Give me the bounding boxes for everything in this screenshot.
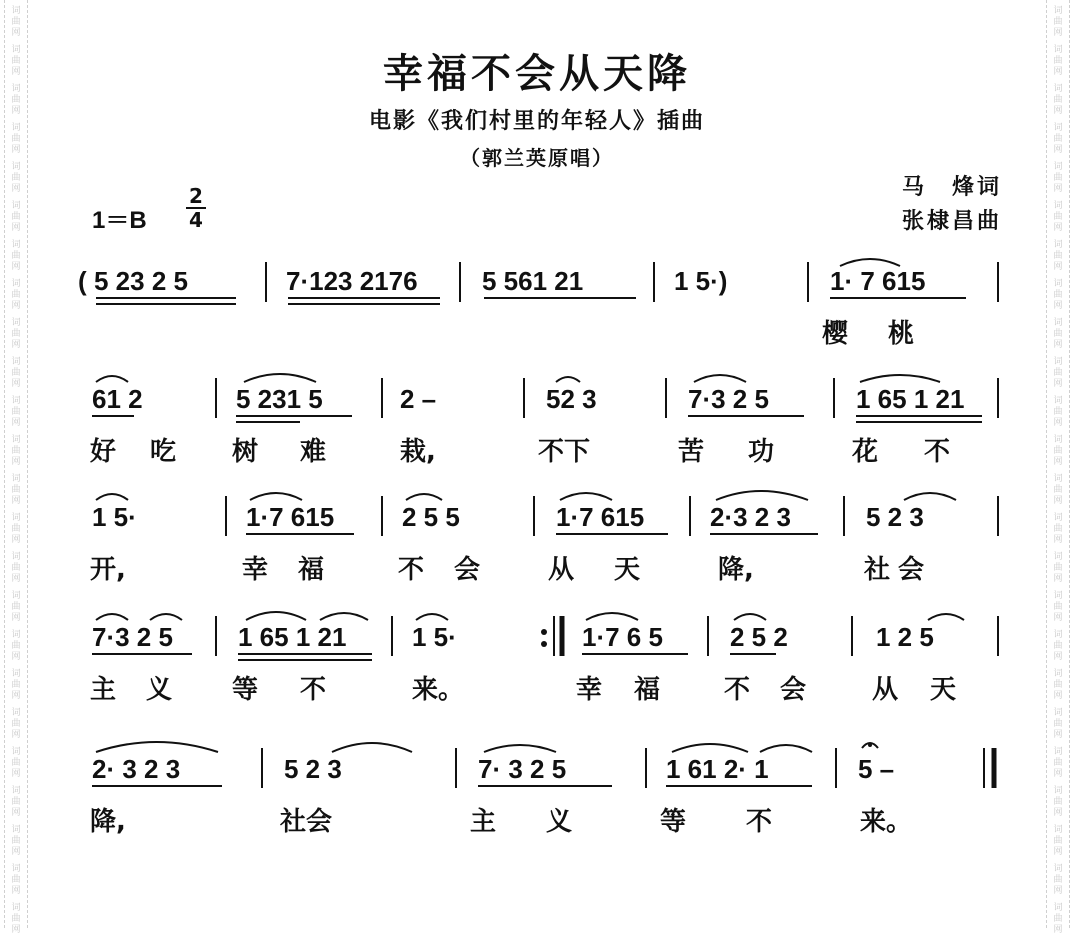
lyric: 社会 xyxy=(280,807,333,837)
watermark-text: 词曲网 xyxy=(11,669,21,701)
note-group: 1 5· xyxy=(92,502,137,532)
lyric: 不 xyxy=(398,555,425,585)
lyric: 樱 xyxy=(822,319,849,349)
note-group: 5 – xyxy=(858,754,895,784)
note-group: 7·3 2 5 xyxy=(688,384,769,414)
lyric: 功 xyxy=(748,437,775,467)
lyric: 不 xyxy=(724,675,751,705)
watermark-text: 词曲网 xyxy=(1053,864,1063,896)
lyric: 幸 xyxy=(576,675,603,705)
note-group: 7· 3 2 5 xyxy=(478,754,567,784)
note-group: 2· 3 2 3 xyxy=(92,754,181,784)
score-row-5 xyxy=(90,742,994,837)
lyric: 桃 xyxy=(888,319,915,349)
original-singer: （郭兰英原唱） xyxy=(460,146,614,170)
lyric: 来。 xyxy=(860,807,913,837)
note-group: 1 5· xyxy=(412,622,457,652)
watermark-text: 词曲网 xyxy=(1053,240,1063,272)
note-group: 1 2 5 xyxy=(876,622,934,652)
song-subtitle: 电影《我们村里的年轻人》插曲 xyxy=(368,108,705,134)
composer-credit: 张棣昌曲 xyxy=(901,209,1002,234)
note-group: 1 5·) xyxy=(674,266,728,296)
fermata-dot xyxy=(868,743,872,747)
watermark-text: 词曲网 xyxy=(1053,357,1063,389)
lyric: 天 xyxy=(930,675,957,705)
lyric: 幸 xyxy=(242,555,269,585)
lyric: 吃 xyxy=(150,437,177,467)
lyric: 主 xyxy=(470,807,497,837)
watermark-text: 词曲网 xyxy=(11,435,21,467)
watermark-text: 词曲网 xyxy=(1053,552,1063,584)
lyric: 不 xyxy=(300,675,327,705)
watermark-text: 词曲网 xyxy=(1053,825,1063,857)
watermark-text: 词曲网 xyxy=(11,123,21,155)
watermark-text: 词曲网 xyxy=(11,825,21,857)
note-group: 61 2 xyxy=(92,384,143,414)
note-group: 52 3 xyxy=(546,384,597,414)
underline-beams xyxy=(92,654,776,660)
underline-beams xyxy=(92,416,982,422)
lyric: 栽, xyxy=(400,437,436,467)
note-group: 1·7 615 xyxy=(556,502,645,532)
note-group: 1 65 1 21 xyxy=(856,384,965,414)
lyric: 福 xyxy=(634,675,661,705)
lyric: 社 xyxy=(864,555,891,585)
watermark-text: 词曲网 xyxy=(11,513,21,545)
lyric: 不 xyxy=(746,807,773,837)
watermark-text: 词曲网 xyxy=(11,747,21,779)
watermark-text: 词曲网 xyxy=(11,396,21,428)
note-group: 7·123 2176 xyxy=(286,266,418,296)
watermark-text: 词曲网 xyxy=(1053,84,1063,116)
note-group: ( xyxy=(78,266,87,296)
note-group: 1·7 615 xyxy=(246,502,335,532)
watermark-text: 词曲网 xyxy=(1053,396,1063,428)
lyric: 不下 xyxy=(538,437,591,467)
note-group: 1·7 6 5 xyxy=(582,622,663,652)
watermark-text: 词曲网 xyxy=(11,201,21,233)
lyric: 从 xyxy=(548,555,575,585)
watermark-text: 词曲网 xyxy=(11,6,21,38)
note-group: 7·3 2 5 xyxy=(92,622,173,652)
lyric: 降, xyxy=(90,807,126,837)
watermark-text: 词曲网 xyxy=(1053,45,1063,77)
note-group: 2 5 5 xyxy=(402,502,460,532)
lyric: 来。 xyxy=(412,675,465,705)
watermark-text: 词曲网 xyxy=(1053,786,1063,818)
watermark-text: 词曲网 xyxy=(11,279,21,311)
watermark-text: 词曲网 xyxy=(1053,747,1063,779)
watermark-text: 词曲网 xyxy=(1053,903,1063,935)
note-group: 5 231 5 xyxy=(236,384,323,414)
lyric: 等 xyxy=(660,807,687,837)
watermark-text: 词曲网 xyxy=(11,474,21,506)
repeat-dot xyxy=(541,641,547,647)
watermark-text: 词曲网 xyxy=(11,357,21,389)
watermark-text: 词曲网 xyxy=(11,786,21,818)
lyric: 不 xyxy=(924,437,951,467)
note-group: 2 5 2 xyxy=(730,622,788,652)
watermark-text: 词曲网 xyxy=(1053,162,1063,194)
note-group: 5 23 2 5 xyxy=(94,266,188,296)
watermark-text: 词曲网 xyxy=(11,552,21,584)
note-group: 5 2 3 xyxy=(284,754,342,784)
watermark-text: 词曲网 xyxy=(1053,279,1063,311)
lyric: 苦 xyxy=(678,437,705,467)
lyric: 好 xyxy=(90,437,117,467)
lyric: 义 xyxy=(546,807,573,837)
lyric: 主 xyxy=(90,675,117,705)
watermark-text: 词曲网 xyxy=(11,45,21,77)
slur xyxy=(840,259,900,266)
lyric: 福 xyxy=(298,555,325,585)
watermark-text: 词曲网 xyxy=(1053,591,1063,623)
watermark-text: 词曲网 xyxy=(11,318,21,350)
note-group: 5 2 3 xyxy=(866,502,924,532)
watermark-text: 词曲网 xyxy=(11,864,21,896)
slur xyxy=(96,374,940,382)
underline-beams xyxy=(96,298,966,304)
watermark-text: 词曲网 xyxy=(11,84,21,116)
slur xyxy=(96,612,964,620)
watermark-text: 词曲网 xyxy=(1053,123,1063,155)
note-group: 2 – xyxy=(400,384,437,414)
lyric: 树 xyxy=(232,437,259,467)
watermark-text: 词曲网 xyxy=(1053,6,1063,38)
watermark-text: 词曲网 xyxy=(1053,318,1063,350)
slur xyxy=(96,742,812,752)
time-signature-top: 2 xyxy=(189,184,203,208)
lyric: 从 xyxy=(872,675,899,705)
lyricist-credit: 马 烽词 xyxy=(901,175,1002,200)
lyric: 会 xyxy=(898,555,925,585)
watermark-text: 词曲网 xyxy=(1053,513,1063,545)
watermark-text: 词曲网 xyxy=(11,162,21,194)
score-row-1 xyxy=(78,259,998,349)
key-signature: 1＝B xyxy=(92,207,147,234)
score-row-3 xyxy=(90,491,998,585)
note-group: 5 561 21 xyxy=(482,266,584,296)
time-signature-bottom: 4 xyxy=(189,208,203,232)
note-group: 1 61 2· 1 xyxy=(666,754,769,784)
lyric: 等 xyxy=(232,675,259,705)
lyric: 花 xyxy=(852,437,879,467)
watermark-text: 词曲网 xyxy=(1053,630,1063,662)
lyric: 天 xyxy=(614,555,641,585)
score-row-2 xyxy=(90,374,998,467)
watermark-text: 词曲网 xyxy=(11,903,21,935)
score-row-4 xyxy=(90,612,998,705)
lyric: 难 xyxy=(300,437,327,467)
watermark-text: 词曲网 xyxy=(1053,474,1063,506)
watermark-text: 词曲网 xyxy=(1053,435,1063,467)
note-group: 2·3 2 3 xyxy=(710,502,791,532)
watermark-text: 词曲网 xyxy=(11,240,21,272)
watermark-text: 词曲网 xyxy=(1053,708,1063,740)
lyric: 降, xyxy=(718,555,754,585)
repeat-dot xyxy=(541,629,547,635)
watermark-text: 词曲网 xyxy=(1053,201,1063,233)
watermark-text: 词曲网 xyxy=(11,708,21,740)
lyric: 会 xyxy=(454,555,481,585)
watermark-text: 词曲网 xyxy=(11,591,21,623)
lyric: 会 xyxy=(780,675,807,705)
watermark-text: 词曲网 xyxy=(11,630,21,662)
song-title: 幸福不会从天降 xyxy=(383,51,691,97)
lyric: 开, xyxy=(90,555,126,585)
note-group: 1 65 1 21 xyxy=(238,622,347,652)
note-group: 1· 7 615 xyxy=(830,266,926,296)
lyric: 义 xyxy=(146,675,173,705)
watermark-text: 词曲网 xyxy=(1053,669,1063,701)
